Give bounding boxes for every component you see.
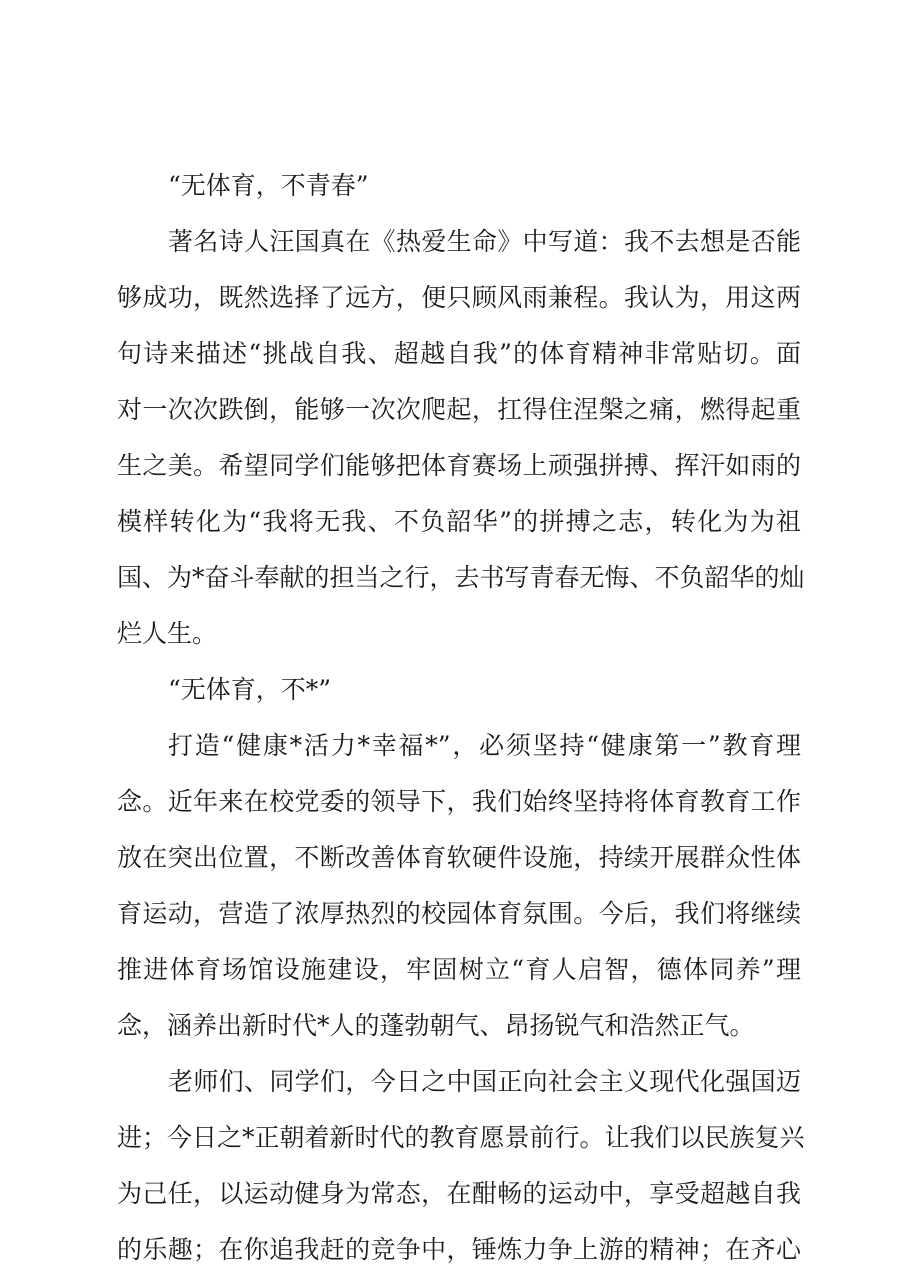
line-gap [117, 1102, 801, 1118]
paragraph [117, 222, 805, 654]
document-body [117, 166, 805, 1270]
paragraph-line: 著名诗人汪国真在《热爱生命》中写道：我不去想是否能 [168, 227, 801, 256]
line-gap [117, 1158, 801, 1174]
line-gap [117, 934, 801, 950]
paragraph-line: 国、为*奋斗奉献的担当之行，去书写青春无悔、不负韶华的灿 [117, 563, 805, 592]
line-gap [117, 990, 801, 1006]
section-heading: “无体育，不青春” [168, 171, 369, 200]
paragraph-line: 的乐趣；在你追我赶的竞争中，锤炼力争上游的精神；在齐心 [117, 1235, 801, 1264]
paragraph [117, 726, 801, 1046]
paragraph [117, 1062, 805, 1270]
paragraph-line: 为己任，以运动健身为常态，在酣畅的运动中，享受超越自我 [117, 1179, 801, 1208]
line-gap [117, 318, 801, 334]
paragraph-gap [117, 710, 801, 726]
line-gap [117, 766, 801, 782]
paragraph-line: 进；今日之*正朝着新时代的教育愿景前行。让我们以民族复兴 [117, 1123, 805, 1152]
paragraph-line: 模样转化为“我将无我、不负韶华”的拼搏之志，转化为为祖 [117, 507, 801, 536]
paragraph-line: 育运动，营造了浓厚热烈的校园体育氛围。今后，我们将继续 [117, 899, 801, 928]
line-gap [117, 262, 801, 278]
paragraph-line: 对一次次跌倒，能够一次次爬起，扛得住涅槃之痛，燃得起重 [117, 395, 801, 424]
paragraph-line: 推进体育场馆设施建设，牢固树立“育人启智，德体同养”理 [117, 955, 801, 984]
line-gap [117, 878, 801, 894]
paragraph-gap [117, 1046, 801, 1062]
paragraph-line: 打造“健康*活力*幸福*”，必须坚持“健康第一”教育理 [168, 731, 801, 760]
line-gap [117, 486, 801, 502]
paragraph-line: 老师们、同学们，今日之中国正向社会主义现代化强国迈 [168, 1067, 801, 1096]
paragraph-gap [117, 206, 801, 222]
paragraph-line: 烂人生。 [117, 619, 218, 648]
paragraph-line: 念，涵养出新时代*人的蓬勃朝气、昂扬锐气和浩然正气。 [117, 1011, 755, 1040]
paragraph-line: 句诗来描述“挑战自我、超越自我”的体育精神非常贴切。面 [117, 339, 801, 368]
line-gap [117, 374, 801, 390]
paragraph-line: 放在突出位置，不断改善体育软硬件设施，持续开展群众性体 [117, 843, 801, 872]
line-gap [117, 598, 801, 614]
line-gap [117, 1214, 801, 1230]
line-gap [117, 822, 801, 838]
paragraph-gap [117, 654, 801, 670]
paragraph-line: 念。近年来在校党委的领导下，我们始终坚持将体育教育工作 [117, 787, 801, 816]
section-heading: “无体育，不*” [168, 675, 332, 704]
paragraph-line: 够成功，既然选择了远方，便只顾风雨兼程。我认为，用这两 [117, 283, 801, 312]
line-gap [117, 430, 801, 446]
paragraph-line: 生之美。希望同学们能够把体育赛场上顽强拼搏、挥汗如雨的 [117, 451, 801, 480]
line-gap [117, 542, 801, 558]
